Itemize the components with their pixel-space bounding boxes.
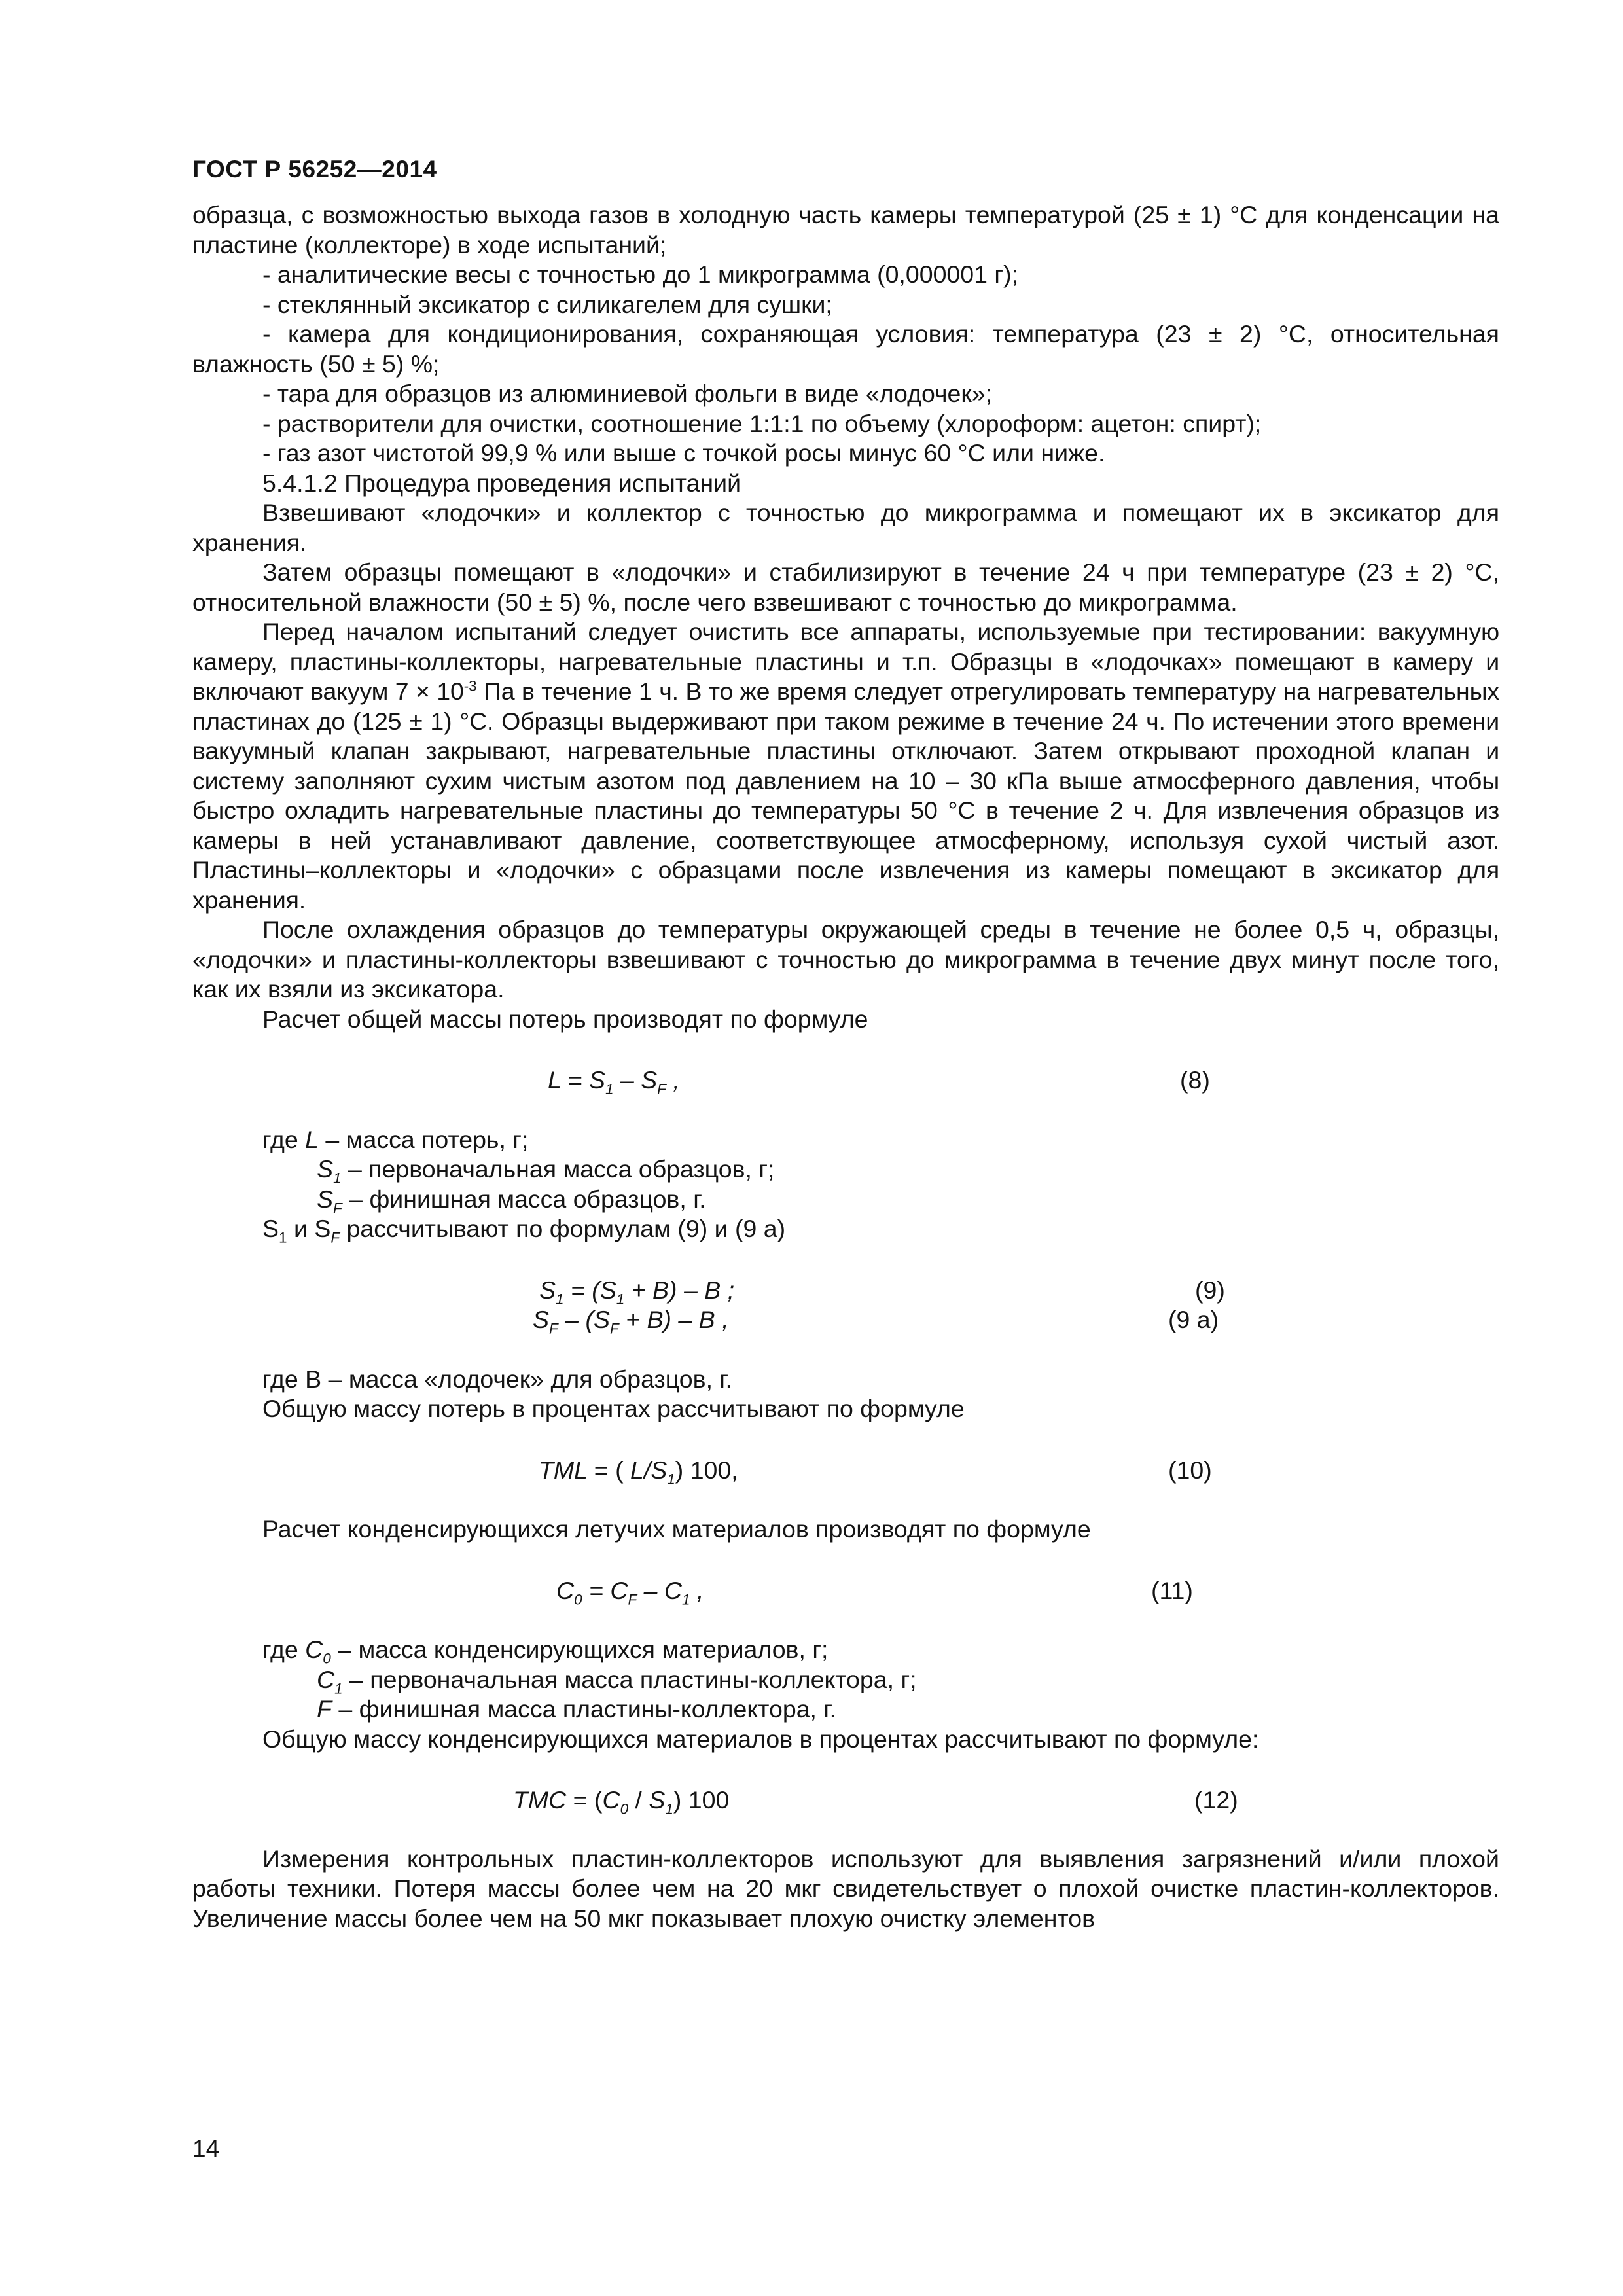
section-heading: 5.4.1.2 Процедура проведения испытаний	[262, 469, 741, 497]
formula-8	[192, 1066, 1499, 1096]
list-item: - камера для кондиционирования, сохраняющая условия: температура (23 ± 2) °С, относительная влажность (50 ± 5) %;	[192, 320, 1499, 378]
formula-expression: TMC = $(C_0 / S_1)$ 100	[513, 1786, 730, 1818]
paragraph: Общую массу потерь в процентах рассчитывают по формуле	[262, 1395, 965, 1422]
standard-header: ГОСТ Р 56252—2014	[192, 156, 437, 183]
formula-number: (11)	[1151, 1576, 1193, 1604]
symbol: F	[317, 1695, 332, 1723]
formula-number: (9 а)	[1168, 1306, 1219, 1333]
definition: рассчитывают по формулам (9) и (9 а)	[340, 1215, 786, 1242]
list-item: - газ азот чистотой 99,9 % или выше с точкой росы минус 60 °С или ниже.	[262, 439, 1105, 467]
formula-expression: $C_0 = C_F - C_1$ ,	[556, 1576, 704, 1607]
list-item: - тара для образцов из алюминиевой фольги в виде «лодочек»;	[262, 380, 993, 407]
paragraph: образца, с возможностью выхода газов в холодную часть камеры температурой (25 ± 1) °С для конденсации на пластине (коллекторе) в ходе испытаний;	[192, 201, 1499, 259]
paragraph: Расчет конденсирующихся летучих материалов производят по формуле	[262, 1515, 1091, 1543]
formula-number: (9)	[1195, 1276, 1225, 1304]
formula-expression: $S_F - (S_F + B) - B$ ,	[533, 1306, 729, 1337]
symbol: L	[305, 1125, 319, 1153]
list-item: - аналитические весы с точностью до 1 микрограмма (0,000001 г);	[262, 260, 1018, 288]
formula-10	[192, 1456, 1499, 1486]
definition: – финишная масса образцов, г.	[342, 1185, 706, 1213]
symbol: $C_1$	[317, 1665, 343, 1696]
formula-expression: TML = ( $L/S_1$) 100,	[539, 1456, 738, 1487]
symbol: $S_F$	[317, 1185, 342, 1216]
where-line: $S_1$ и $S_F$ рассчитывают по формулам (9) и (9 а)	[262, 1215, 786, 1246]
symbol: $C_0$	[305, 1636, 331, 1667]
formula-9	[192, 1276, 1499, 1306]
formula-expression: $L = S_1 - S_F$ ,	[548, 1066, 680, 1098]
definition: – первоначальная масса образцов, г;	[341, 1155, 775, 1183]
where-word: где	[262, 1636, 306, 1663]
where-line	[192, 1665, 1499, 1695]
definition: – финишная масса пластины-коллектора, г.	[331, 1695, 836, 1723]
list-item: - растворители для очистки, соотношение 1:1:1 по объему (хлороформ: ацетон: спирт);	[262, 409, 1262, 437]
symbol: $S_1$	[317, 1155, 342, 1187]
formula-12	[192, 1785, 1499, 1816]
definition: – масса потерь, г;	[319, 1125, 529, 1153]
paragraph: Измерения контрольных пластин-коллекторов используют для выявления загрязнений и/или плохой работы техники. Потеря массы более чем на 20 мкг свидетельствует о плохой очистке пластин-коллекторов. Увеличение массы более чем на 50 мкг показывает плохую очистку элементов	[192, 1844, 1499, 1932]
paragraph-part: Па в течение 1 ч. В то же время следует отрегулировать температуру на нагревательных пластинах до (125 ± 1) °С. Образцы выдерживают при таком режиме в течение 24 ч. По истечении этого времени вакуумный клапан закрывают, нагревательные пластины отключают. Затем открывают проходной клапан и систему заполняют сухим чистым азотом под давлением на 10 – 30 кПа выше атмосферного давления, чтобы быстро охладить нагревательные пластины до температуры 50 °С в течение 2 ч. Для извлечения образцов из камеры в ней устанавливают давление, соответствующее атмосферному, используя сухой чистый азот. Пластины–коллекторы и «лодочки» с образцами после извлечения из камеры помещают в эксикатор для хранения.	[192, 677, 1499, 914]
paragraph-part: Перед началом испытаний следует очистить все аппараты, используемые при тестировании: вакуумную камеру, пластины-коллекторы, нагревательные пластины и т.п. Образцы в «лодочках» помещают в камеру и включают вакуум 7 × 10	[192, 618, 1499, 705]
formula-9a	[192, 1305, 1499, 1335]
definition: – масса конденсирующихся материалов, г;	[330, 1636, 829, 1663]
where-line	[192, 1125, 1499, 1155]
paragraph	[192, 617, 1499, 915]
paragraph: Расчет общей массы потерь производят по формуле	[262, 1005, 868, 1033]
where-line	[192, 1695, 1499, 1725]
paragraph: Общую массу конденсирующихся материалов в процентах рассчитывают по формуле:	[262, 1725, 1259, 1753]
list-item: - стеклянный эксикатор с силикагелем для сушки;	[262, 290, 832, 318]
formula-11	[192, 1576, 1499, 1606]
where-line	[192, 1185, 1499, 1215]
page-number: 14	[192, 2135, 220, 2162]
paragraph: Взвешивают «лодочки» и коллектор с точностью до микрограмма и помещают их в эксикатор для хранения.	[192, 499, 1499, 556]
exponent: -3	[463, 677, 477, 694]
formula-number: (12)	[1194, 1786, 1238, 1814]
paragraph: После охлаждения образцов до температуры окружающей среды в течение не более 0,5 ч, образцы, «лодочки» и пластины-коллекторы взвешивают с точностью до микрограмма в течение двух минут после того, как их взяли из эксикатора.	[192, 916, 1499, 1003]
where-line: где В – масса «лодочек» для образцов, г.	[262, 1365, 732, 1393]
body-text	[192, 200, 1499, 1933]
formula-expression: $S_1 = (S_1 + B) - B$ ;	[539, 1276, 735, 1307]
where-line	[192, 1155, 1499, 1185]
where-line	[192, 1635, 1499, 1665]
formula-number: (8)	[1180, 1066, 1210, 1094]
where-word: где	[262, 1125, 306, 1153]
definition: – первоначальная масса пластины-коллектора, г;	[342, 1665, 917, 1693]
formula-number: (10)	[1168, 1456, 1212, 1484]
paragraph: Затем образцы помещают в «лодочки» и стабилизируют в течение 24 ч при температуре (23 ± 2) °С, относительной влажности (50 ± 5) %, после чего взвешивают с точностью до микрограмма.	[192, 558, 1499, 616]
